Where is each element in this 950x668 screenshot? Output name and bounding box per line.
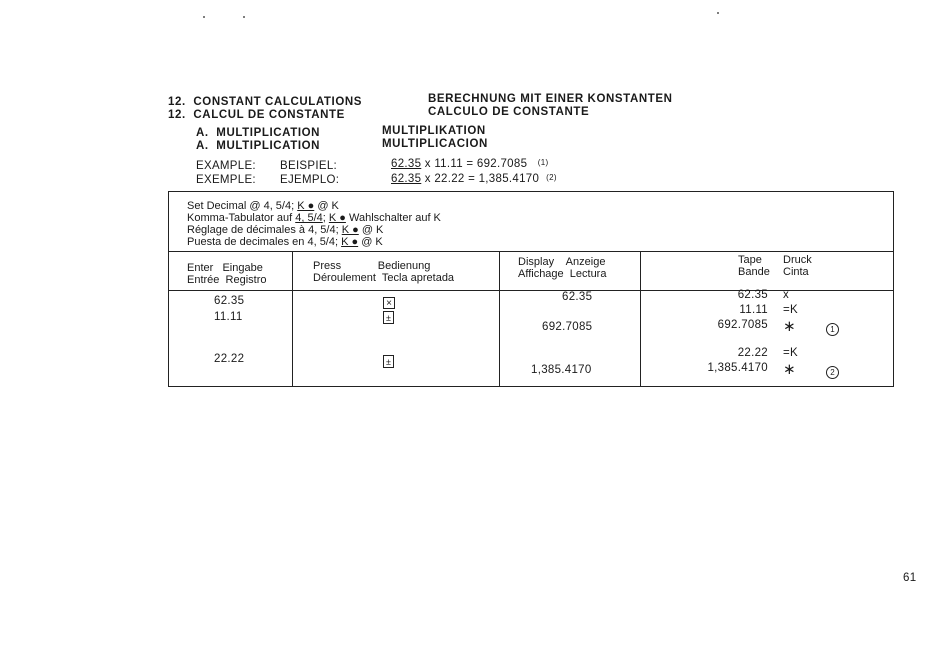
- scan-speck: [717, 12, 719, 14]
- circled-ref-1: 1: [826, 319, 839, 337]
- section-number: 12.: [168, 96, 186, 108]
- col-header-display: Display Anzeige: [518, 256, 606, 268]
- plus-equals-key-icon: ±: [383, 308, 394, 326]
- tape-value: 1,385.4170: [707, 362, 768, 374]
- col-header-cinta: Cinta: [783, 266, 809, 278]
- col-header-enter: Enter Eingabe: [187, 262, 263, 274]
- example-label-es: EJEMPLO:: [280, 174, 340, 186]
- setup-line-de: Komma-Tabulator auf 4, 5/4; K ● Wahlschalter auf K: [187, 212, 441, 224]
- section-title-en: [168, 96, 362, 108]
- title-es: CALCULO DE CONSTANTE: [428, 106, 590, 118]
- scan-speck: [243, 16, 245, 18]
- setup-line-fr: Réglage de décimales à 4, 5/4; K ● @ K: [187, 224, 384, 236]
- col-header-deroulement: Déroulement Tecla apretada: [313, 272, 455, 284]
- subsection-fr: A. MULTIPLICATION: [196, 140, 321, 152]
- asterisk-icon: ∗: [783, 361, 796, 378]
- tape-symbol: =K: [783, 304, 798, 316]
- col-header-bande: Bande: [738, 266, 770, 278]
- title-de: BERECHNUNG MIT EINER KONSTANTEN: [428, 93, 673, 105]
- column-divider: [499, 251, 500, 387]
- tape-value: 692.7085: [717, 319, 768, 331]
- example-label-fr: EXEMPLE:: [196, 174, 256, 186]
- page-number: 61: [903, 572, 917, 584]
- subsection-en: A. MULTIPLICATION: [196, 127, 321, 139]
- display-value: 1,385.4170: [531, 364, 592, 376]
- title-fr: CALCUL DE CONSTANTE: [193, 109, 345, 121]
- col-header-druck: Druck: [783, 254, 812, 266]
- enter-value: 62.35: [214, 295, 245, 307]
- col-header-tape: Tape: [738, 254, 762, 266]
- example-label-en: EXAMPLE:: [196, 160, 256, 172]
- col-header-press: Press Bedienung: [313, 260, 431, 272]
- tape-symbol: =K: [783, 347, 798, 359]
- tape-symbol: x: [783, 289, 790, 301]
- setup-line-en: Set Decimal @ 4, 5/4; K ● @ K: [187, 200, 339, 212]
- display-value: 692.7085: [542, 321, 593, 333]
- column-divider: [292, 251, 293, 387]
- plus-equals-key-icon: ±: [383, 352, 394, 370]
- section-title-fr: [168, 109, 345, 121]
- section-number: 12.: [168, 109, 186, 121]
- enter-value: 22.22: [214, 353, 245, 365]
- setup-line-es: Puesta de decimales en 4, 5/4; K ● @ K: [187, 236, 383, 248]
- tape-value: 11.11: [739, 304, 768, 316]
- multiply-key-icon: ×: [383, 293, 395, 311]
- tape-value: 22.22: [737, 347, 768, 359]
- display-value: 62.35: [562, 291, 593, 303]
- example-equation-2: 62.35 x 22.22 = 1,385.4170 (2): [391, 173, 557, 185]
- col-header-affichage: Affichage Lectura: [518, 268, 607, 280]
- scan-speck: [203, 16, 205, 18]
- enter-value: 11.11: [214, 311, 243, 323]
- subsection-de: MULTIPLIKATION: [382, 125, 486, 137]
- example-equation-1: 62.35 x 11.11 = 692.7085 (1): [391, 158, 549, 170]
- example-label-de: BEISPIEL:: [280, 160, 338, 172]
- title-en: CONSTANT CALCULATIONS: [193, 96, 363, 108]
- asterisk-icon: ∗: [783, 318, 796, 335]
- circled-ref-2: 2: [826, 362, 839, 380]
- col-header-entree: Entrée Registro: [187, 274, 267, 286]
- column-divider: [640, 251, 641, 387]
- subsection-es: MULTIPLICACION: [382, 138, 488, 150]
- tape-value: 62.35: [737, 289, 768, 301]
- table-divider: [168, 251, 894, 252]
